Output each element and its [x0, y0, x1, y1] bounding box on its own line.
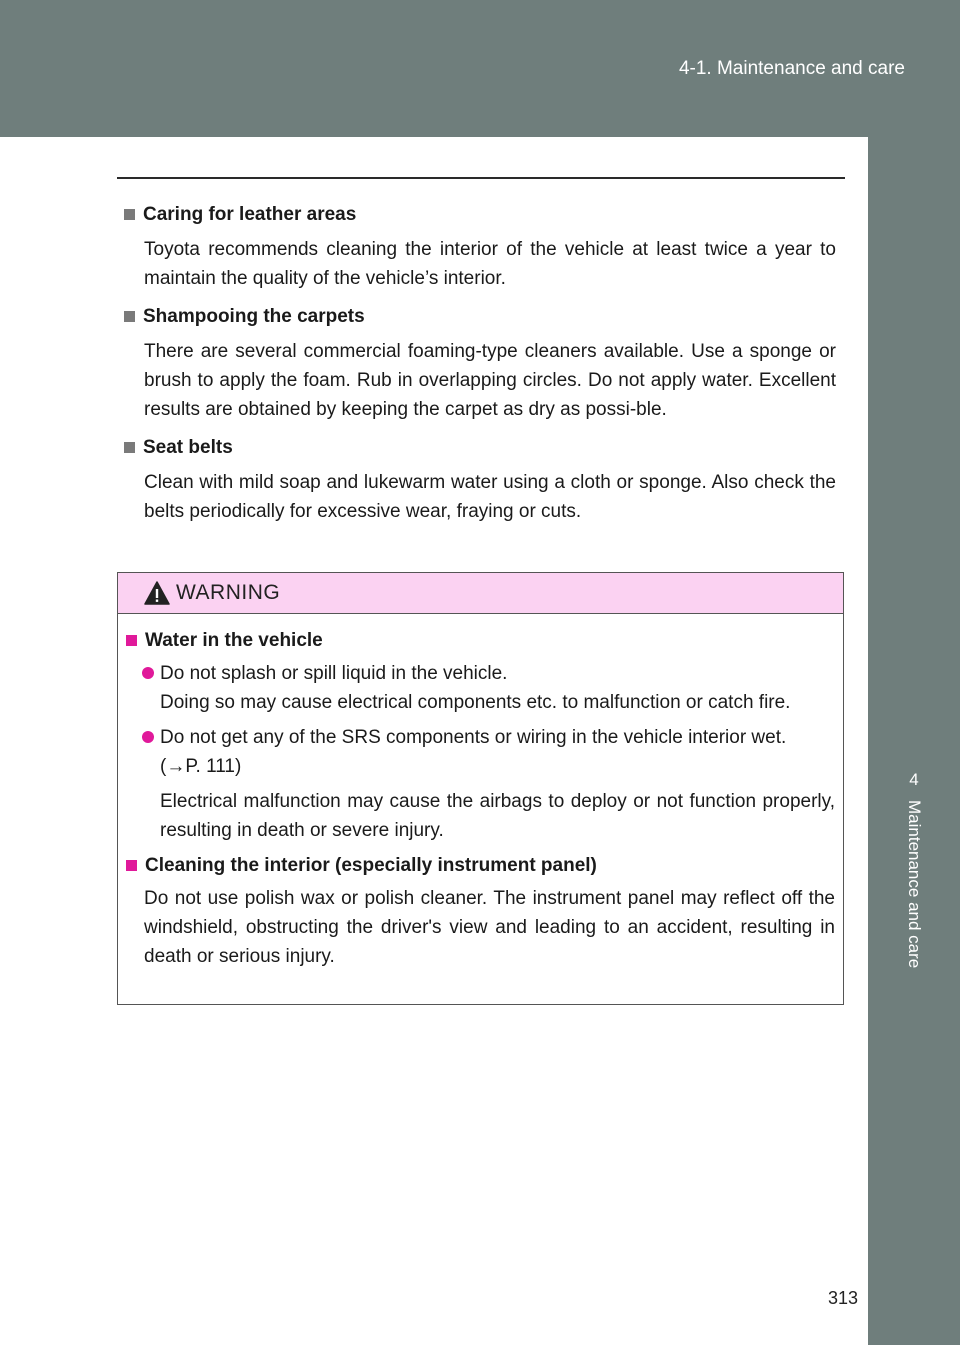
page-reference: (→P. 111)	[160, 756, 242, 777]
bullet-text: Do not splash or spill liquid in the vehicle.	[160, 663, 508, 684]
bullet-text: Doing so may cause electrical components etc. to malfunction or catch fire.	[160, 692, 791, 713]
side-chapter-tab	[868, 137, 960, 1345]
warning-box	[117, 572, 844, 1005]
page-header	[0, 0, 960, 137]
warning-bullet	[142, 659, 835, 723]
section-text: Clean with mild soap and lukewarm water using a cloth or sponge. Also check the belts periodically for excessive wear, fraying or cuts.	[144, 472, 836, 522]
square-bullet-icon	[124, 442, 135, 453]
section-title: Shampooing the carpets	[143, 306, 365, 327]
header-section-title: 4-1. Maintenance and care	[678, 58, 905, 79]
section-title: Seat belts	[143, 437, 233, 458]
warning-section-heading	[126, 626, 835, 655]
square-bullet-icon	[126, 635, 137, 646]
square-bullet-icon	[124, 311, 135, 322]
square-bullet-icon	[124, 209, 135, 220]
section-text: There are several commercial foaming-type cleaners available. Use a sponge or brush to apply the foam. Rub in overlapping circles. Do not apply water. Excellent results are obtained by keeping the carpet as dry as possi-ble.	[144, 341, 836, 420]
page-number: 313	[828, 1288, 859, 1308]
warning-section-text: Do not use polish wax or polish cleaner. The instrument panel may reflect off the windshield, obstructing the driver's view and leading to an accident, resulting in death or serious injury.	[144, 888, 835, 967]
main-content	[124, 200, 836, 535]
warning-body	[118, 614, 843, 971]
chapter-number: 4	[909, 770, 919, 789]
warning-section-heading	[126, 851, 835, 880]
warning-bullet	[142, 723, 835, 851]
section-title: Caring for leather areas	[143, 204, 357, 225]
warning-section-title: Water in the vehicle	[145, 630, 323, 651]
warning-section-title: Cleaning the interior (especially instrument panel)	[145, 855, 597, 876]
circle-bullet-icon	[142, 667, 154, 679]
section-heading	[124, 200, 836, 229]
bullet-text: Electrical malfunction may cause the airbags to deploy or not function properly, resulting in death or severe injury.	[160, 791, 835, 841]
section-heading	[124, 302, 836, 331]
chapter-label-text: Maintenance and care	[905, 800, 924, 969]
top-rule	[117, 177, 845, 179]
circle-bullet-icon	[142, 731, 154, 743]
warning-header	[118, 573, 843, 614]
bullet-text: Do not get any of the SRS components or wiring in the vehicle interior wet.	[160, 727, 787, 748]
section-heading	[124, 433, 836, 462]
warning-triangle-icon	[144, 581, 170, 605]
square-bullet-icon	[126, 860, 137, 871]
section-text: Toyota recommends cleaning the interior of the vehicle at least twice a year to maintain the quality of the vehicle’s interior.	[144, 239, 836, 289]
chapter-label	[868, 800, 960, 969]
warning-title: WARNING	[176, 581, 281, 604]
